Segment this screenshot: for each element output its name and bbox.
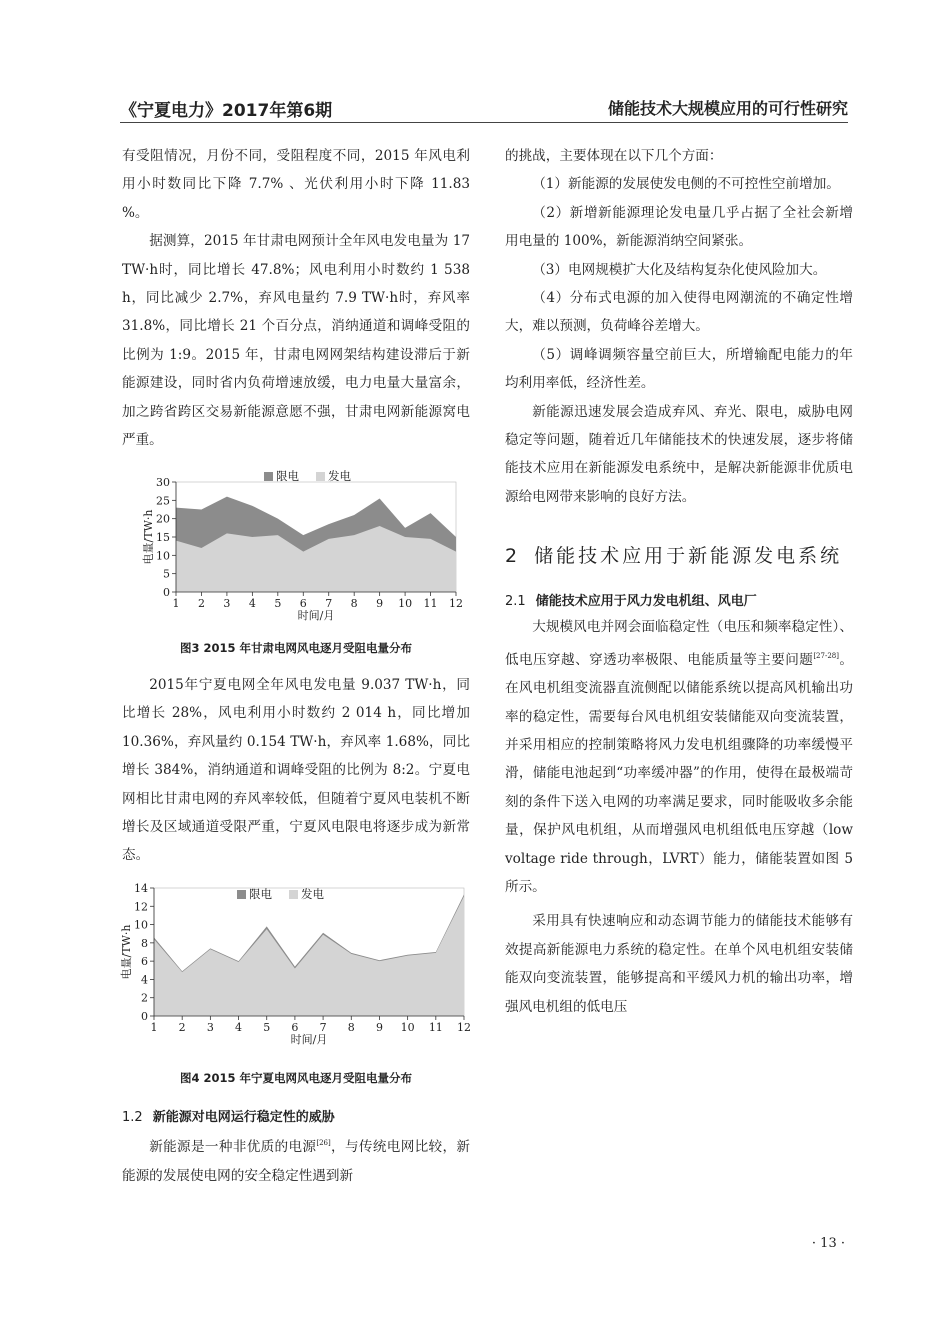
list-item: （4）分布式电源的加入使得电网潮流的不确定性增大，难以预测，负荷峰谷差增大。 — [505, 290, 853, 335]
paragraph: 据测算，2015 年甘肃电网预计全年风电发电量为 17 TW·h时，同比增长 47.8%；风电利用小时数约 1 538 h，同比减少 2.7%，弃风电量约 7.9 TW·h时，弃风率 31.8%，同比增长 21 个百分点，消纳通道和调峰受阻的比例为 1:9。2015 年，甘肃电网网架结构建设滞后于新能源建设，同时省内负荷增速放缓，电力电量大量富余，加之跨省跨区交易新能源意愿不强，甘肃电网新能源窝电严重。 — [122, 233, 470, 449]
legend-label: 限电 — [276, 469, 299, 484]
x-tick-label: 5 — [274, 597, 282, 611]
paragraph: 的挑战，主要体现在以下几个方面： — [505, 148, 723, 164]
list-item: （3）电网规模扩大化及结构复杂化使风险加大。 — [532, 261, 827, 278]
citation: [26] — [316, 1139, 331, 1148]
x-tick-label: 3 — [206, 1020, 214, 1034]
x-tick-label: 6 — [291, 1020, 299, 1034]
y-tick-label: 12 — [134, 900, 148, 914]
paragraph: 2015年宁夏电网全年风电发电量 9.037 TW·h，同比增长 28%，风电利用小时数约 2 014 h，同比增加 10.36%，弃风量约 0.154 TW·h，弃风率 1.68%，同比增长 384%，消纳通道和调峰受阻的比例为 8:2。宁夏电网相比甘肃电网的弃风率较低，但随着宁夏风电装机不断增长及区域通道受限严重，宁夏风电限电将逐步成为新常态。 — [122, 676, 470, 864]
fig3-chart — [122, 468, 470, 628]
y-tick-label: 30 — [156, 476, 170, 490]
x-tick-label: 6 — [299, 597, 307, 611]
section-heading — [122, 1106, 470, 1125]
paragraph: 采用具有快速响应和动态调节能力的储能技术能够有效提高新能源电力系统的稳定性。在单个风电机组安装储能双向变流装置，能够提高和平缓风力机的输出功率，增强风电机组的低电压 — [505, 913, 853, 1015]
left-column — [122, 142, 470, 1190]
x-tick-label: 8 — [347, 1020, 355, 1034]
list-item: （2）新增新能源理论发电量几乎占据了全社会新增用电量的 100%，新能源消纳空间紧张。 — [505, 204, 853, 250]
paragraph — [505, 613, 853, 901]
y-tick-label: 10 — [156, 549, 170, 563]
section-title: 新能源对电网运行稳定性的威胁 — [152, 1110, 335, 1126]
x-tick-label: 12 — [449, 597, 463, 611]
y-axis-label: 电量/TW·h — [142, 510, 155, 565]
y-tick-label: 6 — [141, 954, 148, 968]
y-tick-label: 25 — [156, 494, 170, 508]
section-title: 储能技术应用于新能源发电系统 — [534, 545, 843, 568]
y-tick-label: 10 — [134, 918, 148, 932]
legend-label: 限电 — [249, 886, 272, 901]
citation: [27-28] — [813, 651, 839, 660]
legend-swatch — [264, 472, 273, 481]
x-tick-label: 7 — [325, 597, 333, 611]
section-number: 2.1 — [505, 594, 526, 610]
legend-swatch — [289, 890, 298, 899]
section-number: 1.2 — [122, 1110, 143, 1126]
subsection-heading — [505, 590, 853, 609]
text-run: 大规模风电并网会面临稳定性（电压和频率稳定性）、低电压穿越、穿透功率极限、电能质量等主要问题 — [505, 619, 853, 668]
x-tick-label: 3 — [223, 597, 231, 611]
y-tick-label: 0 — [163, 586, 170, 600]
legend-label: 发电 — [301, 886, 324, 901]
x-tick-label: 11 — [428, 1020, 443, 1034]
page-number: · 13 · — [811, 1236, 845, 1251]
x-tick-label: 8 — [350, 597, 358, 611]
paragraph: 新能源迅速发展会造成弃风、弃光、限电，威胁电网稳定等问题，随着近几年储能技术的快速发展，逐步将储能技术应用在新能源发电系统中，是解决新能源非优质电源给电网带来影响的良好方法。 — [505, 403, 853, 505]
x-tick-label: 12 — [457, 1020, 471, 1034]
figure-caption: 图4 2015 年宁夏电网风电逐月受阻电量分布 — [179, 1070, 412, 1085]
legend-swatch — [316, 472, 325, 481]
section-title: 储能技术应用于风力发电机组、风电厂 — [535, 594, 757, 610]
legend-swatch — [237, 890, 246, 899]
y-tick-label: 20 — [156, 513, 170, 527]
x-axis-label: 时间/月 — [297, 609, 335, 623]
text-run: 新能源是一种非优质的电源 — [149, 1139, 317, 1156]
running-header — [120, 96, 848, 123]
section-heading — [505, 541, 853, 568]
list-item: （5）调峰调频容量空前巨大，所增输配电能力的年均利用率低，经济性差。 — [505, 346, 853, 392]
x-tick-label: 5 — [263, 1020, 271, 1034]
y-tick-label: 8 — [141, 936, 148, 950]
article-short-title: 储能技术大规模应用的可行性研究 — [607, 99, 848, 118]
x-tick-label: 1 — [172, 597, 180, 611]
x-tick-label: 9 — [375, 1020, 383, 1034]
x-tick-label: 4 — [248, 597, 256, 611]
x-tick-label: 10 — [398, 597, 413, 611]
right-column — [505, 142, 853, 1021]
text-run: ，与传统电网比较，新能源的发展使电网的安全稳定性遇到新 — [122, 1139, 471, 1184]
figure-3 — [122, 468, 470, 632]
y-tick-label: 4 — [141, 973, 148, 987]
paragraph: 有受阻情况，月份不同，受阻程度不同，2015 年风电利用小时数同比下降 7.7% 、光伏利用小时下降 11.83 %。 — [122, 148, 470, 221]
x-tick-label: 2 — [197, 597, 205, 611]
figure-4 — [122, 876, 470, 1050]
x-tick-label: 2 — [178, 1020, 186, 1034]
paragraph — [122, 1129, 470, 1190]
fig4-chart — [122, 876, 470, 1046]
list-item: （1）新能源的发展使发电侧的不可控性空前增加。 — [532, 176, 840, 193]
y-axis-label: 电量/TW·h — [120, 924, 133, 980]
y-tick-label: 0 — [141, 1009, 148, 1023]
x-tick-label: 7 — [319, 1020, 327, 1034]
y-tick-label: 14 — [134, 881, 148, 895]
x-tick-label: 9 — [376, 597, 384, 611]
y-tick-label: 15 — [156, 531, 170, 545]
y-tick-label: 5 — [163, 568, 170, 582]
section-number: 2 — [505, 545, 521, 568]
legend-label: 发电 — [328, 469, 351, 484]
x-tick-label: 11 — [423, 597, 438, 611]
x-tick-label: 10 — [400, 1020, 415, 1034]
x-axis-label: 时间/月 — [290, 1032, 328, 1046]
figure-caption: 图3 2015 年甘肃电网风电逐月受阻电量分布 — [179, 641, 412, 656]
y-tick-label: 2 — [141, 991, 148, 1005]
x-tick-label: 4 — [235, 1020, 243, 1034]
journal-issue: 《宁夏电力》2017年第6期 — [120, 101, 333, 121]
text-run: 。在风电机组变流器直流侧配以储能系统以提高风机输出功率的稳定性，需要每台风电机组安装储能双向变流装置，并采用相应的控制策略将风力发电机组骤降的功率缓慢平滑，储能电池起到“功率缓冲器”的作用，使得在最极端苛刻的条件下送入电网的功率满足要求，同时能吸收多余能量，保护风电机组，从而增强风电机组低电压穿越（low voltage ride through，LVRT）能力，储能装置如图 5 所示。 — [505, 651, 853, 895]
x-tick-label: 1 — [150, 1020, 158, 1034]
